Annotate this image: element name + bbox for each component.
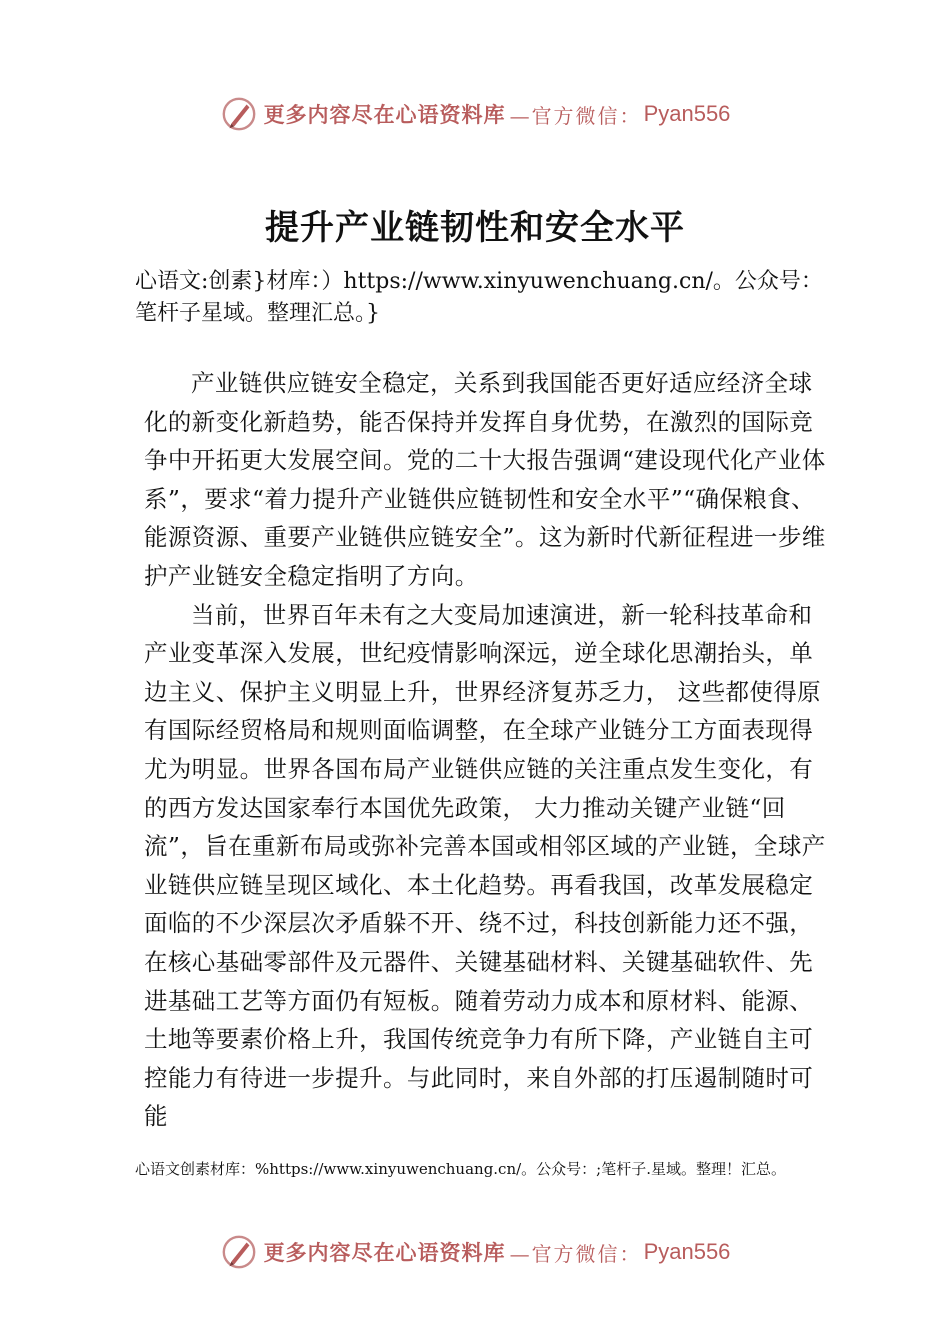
pen-logo-icon [220, 1233, 258, 1271]
brand-banner-bottom [0, 1232, 950, 1272]
wechat-id: Pyan556 [643, 101, 731, 126]
footer-source: 心语文创素材库：%https://www.xinyuwenchuang.cn/。公众号：;笔杆子.星域。整理！汇总。 [135, 1160, 787, 1178]
brand-text: 更多内容尽在心语资料库 [263, 102, 506, 127]
brand-text: 更多内容尽在心语资料库 [263, 1240, 506, 1265]
pen-logo-icon [220, 95, 258, 133]
paragraph: 当前，世界百年未有之大变局加速演进，新一轮科技革命和产业变革深入发展，世纪疫情影响深远，逆全球化思潮抬头，单边主义、保护主义明显上升，世界经济复苏乏力， 这些都使得原有国际经贸格局和规则面临调整，在全球产业链分工方面表现得尤为明显。世界各国布局产业链供应链的关注重点发生变化，有的西方发达国家奉行本国优先政策， 大力推动关键产业链“回流”，旨在重新布局或弥补完善本国或相邻区域的产业链，全球产业链供应链呈现区域化、本土化趋势。再看我国，改革发展稳定面临的不少深层次矛盾躲不开、绕不过，科技创新能力还不强，在核心基础零部件及元器件、关键基础材料、关键基础软件、先进基础工艺等方面仍有短板。随着劳动力成本和原材料、能源、土地等要素价格上升，我国传统竞争力有所下降，产业链自主可控能力有待进一步提升。与此同时，来自外部的打压遏制随时可能 [144, 600, 826, 1131]
brand-banner-top [0, 94, 950, 134]
wechat-label: —官方微信： [509, 1241, 642, 1266]
document-body [144, 364, 826, 1136]
document-title: 提升产业链韧性和安全水平 [265, 208, 685, 248]
paragraph: 产业链供应链安全稳定，关系到我国能否更好适应经济全球化的新变化新趋势，能否保持并发挥自身优势，在激烈的国际竞争中开拓更大发展空间。党的二十大报告强调“建设现代化产业体系”，要求“着力提升产业链供应链韧性和安全水平”“确保粮食、能源资源、重要产业链供应链安全”。这为新时代新征程进一步维护产业链安全稳定指明了方向。 [144, 369, 826, 590]
wechat-label: —官方微信： [509, 103, 642, 128]
source-line: 心语文:创素}材库：）https://www.xinyuwenchuang.cn/。公众号：笔杆子星域。整理汇总。} [135, 269, 823, 326]
wechat-id: Pyan556 [643, 1239, 731, 1264]
